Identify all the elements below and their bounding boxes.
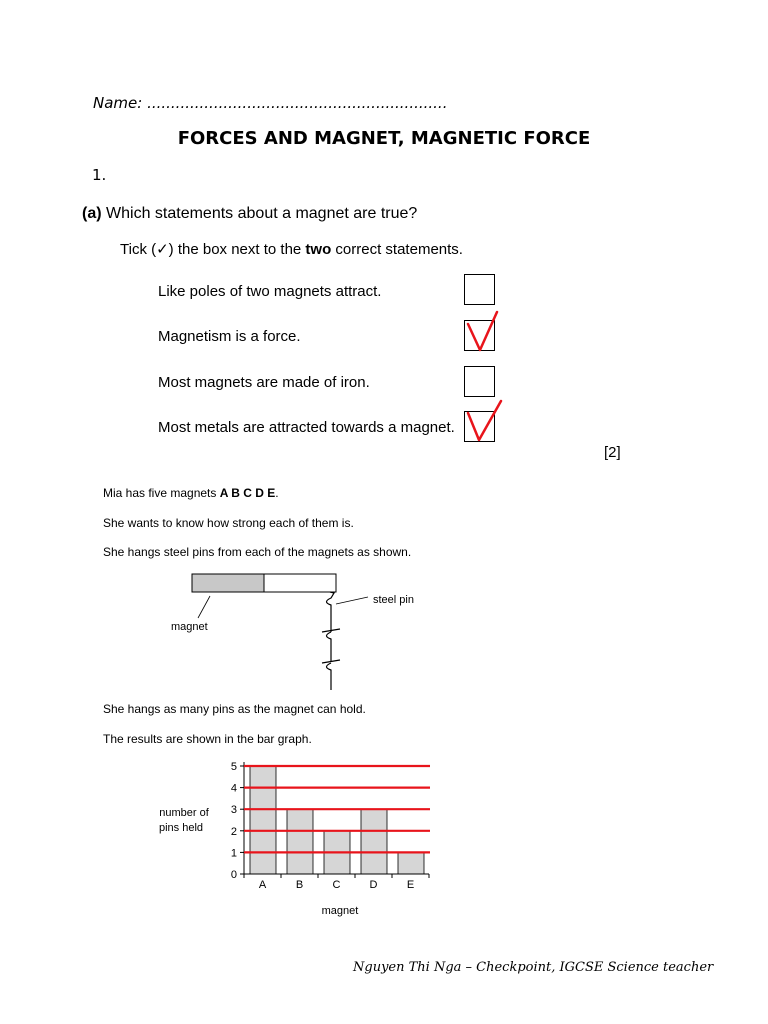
statement-4: Most metals are attracted towards a magnet. xyxy=(158,419,455,436)
context-line-4: She hangs as many pins as the magnet can hold. xyxy=(103,702,366,716)
context-line-5: The results are shown in the bar graph. xyxy=(103,732,312,746)
bar-B xyxy=(287,809,313,874)
tick-mark-4 xyxy=(468,401,501,440)
context-line-1 xyxy=(103,486,279,500)
instruction-pre: Tick (✓) the box next to the xyxy=(120,241,306,258)
name-line: Name: ............................................................... xyxy=(93,94,448,112)
footer-credit: Nguyen Thi Nga – Checkpoint, IGCSE Science teacher xyxy=(353,960,714,975)
statement-1: Like poles of two magnets attract. xyxy=(158,283,382,300)
statement-3: Most magnets are made of iron. xyxy=(158,374,370,391)
magnet-label: magnet xyxy=(171,621,208,633)
pin-3 xyxy=(322,660,340,690)
bar-A xyxy=(250,766,276,874)
part-a-text: Which statements about a magnet are true? xyxy=(106,205,418,222)
x-axis-label: magnet xyxy=(321,905,359,917)
x-tick-label-B: B xyxy=(295,879,304,891)
pin-leader-line xyxy=(336,597,368,604)
context-line-2: She wants to know how strong each of them is. xyxy=(103,516,354,530)
pin-2 xyxy=(322,629,340,662)
y-axis-label-line-2: pins held xyxy=(158,822,204,834)
tick-marks xyxy=(0,0,768,470)
x-tick-label-C: C xyxy=(332,879,341,891)
x-tick-label-D: D xyxy=(369,879,378,891)
magnet-light-half xyxy=(264,574,336,592)
magnet-leader-line xyxy=(198,596,210,618)
instruction-bold: two xyxy=(305,241,332,258)
steel-pin-label: steel pin xyxy=(373,594,414,606)
y-tick-label-3: 3 xyxy=(230,804,237,817)
y-tick-label-5: 5 xyxy=(230,761,237,773)
pin-1 xyxy=(327,592,335,632)
magnet-dark-half xyxy=(192,574,264,592)
x-tick-label-A: A xyxy=(258,879,267,891)
bar-D xyxy=(361,809,387,874)
context-line-1-pre: Mia has five magnets xyxy=(103,486,220,500)
context-line-1-bold: A B C D E xyxy=(219,486,276,500)
y-axis-label-line-1: number of xyxy=(159,807,209,819)
bar-E xyxy=(398,852,424,874)
instruction-post: correct statements. xyxy=(331,241,463,258)
magnet-pin-diagram xyxy=(0,560,768,700)
context-line-1-post: . xyxy=(275,486,279,500)
tick-mark-2 xyxy=(468,312,497,350)
y-tick-label-0: 0 xyxy=(230,869,237,881)
x-tick-label-E: E xyxy=(406,879,415,891)
y-tick-label-4: 4 xyxy=(230,782,237,795)
y-tick-label-1: 1 xyxy=(230,847,237,860)
y-tick-label-2: 2 xyxy=(230,825,237,838)
context-line-3: She hangs steel pins from each of the magnets as shown. xyxy=(103,545,412,559)
statement-2: Magnetism is a force. xyxy=(158,328,301,345)
bar-chart xyxy=(0,750,768,925)
question-number: 1. xyxy=(92,166,107,184)
page-title: FORCES AND MAGNET, MAGNETIC FORCE xyxy=(177,128,591,149)
part-a-label: (a) xyxy=(82,205,102,222)
marks-label: [2] xyxy=(604,444,621,461)
